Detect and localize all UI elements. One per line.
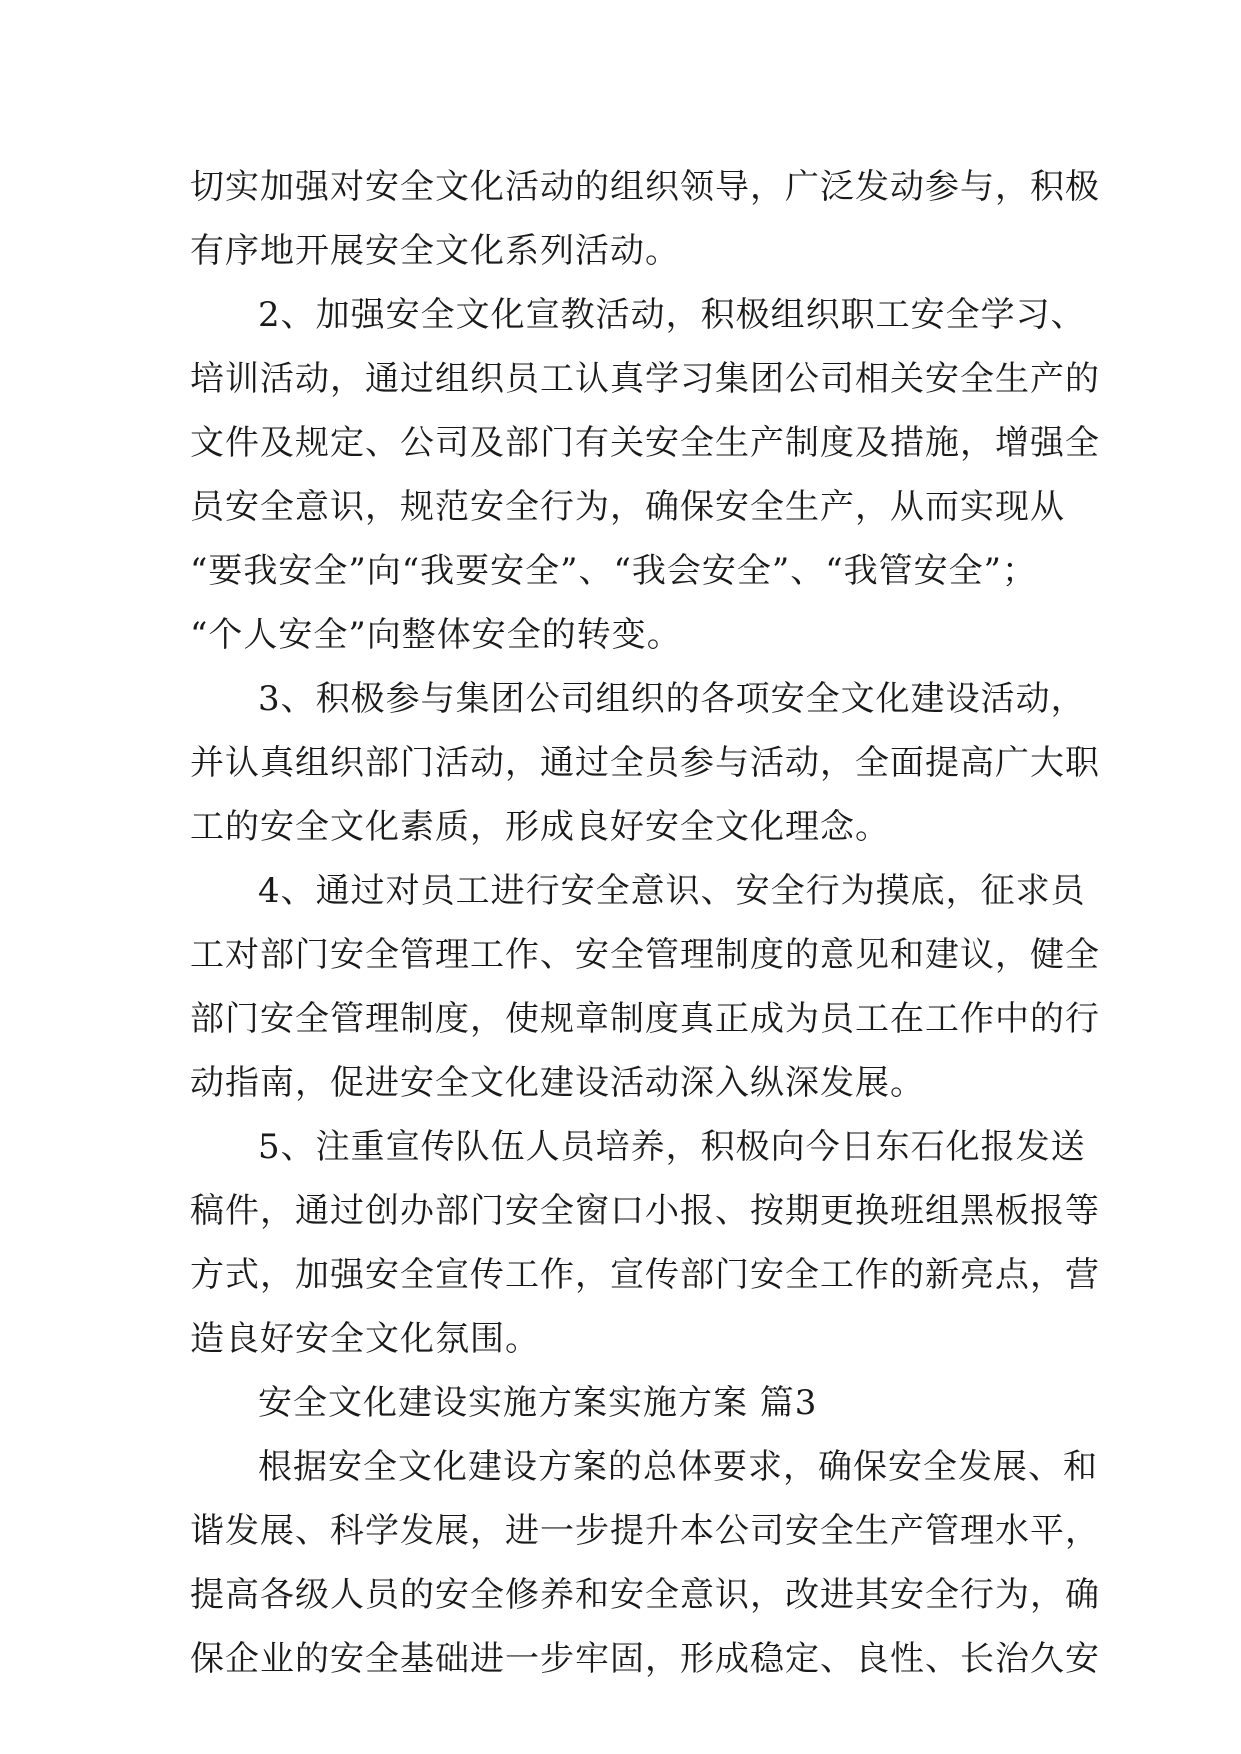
paragraph-final: [190, 1435, 1100, 1691]
text-line: “要我安全”向“我要安全”、“我会安全”、“我管安全”；: [190, 551, 1038, 591]
text-line: 员安全意识，规范安全行为，确保安全生产，从而实现从: [190, 487, 1065, 527]
text-line: 5、注重宣传队伍人员培养，积极向今日东石化报发送: [258, 1127, 1086, 1167]
paragraph-item-5: [190, 1115, 1100, 1371]
text-line: 有序地开展安全文化系列活动。: [190, 231, 680, 271]
text-line: 切实加强对安全文化活动的组织领导，广泛发动参与，积极: [190, 167, 1100, 207]
text-line: 培训活动，通过组织员工认真学习集团公司相关安全生产的: [190, 359, 1100, 399]
text-line: 提高各级人员的安全修养和安全意识，改进其安全行为，确: [190, 1575, 1100, 1615]
paragraph-item-2: [190, 283, 1100, 667]
text-line: 保企业的安全基础进一步牢固，形成稳定、良性、长治久安: [190, 1639, 1100, 1679]
text-line: 3、积极参与集团公司组织的各项安全文化建设活动，: [258, 679, 1086, 719]
document-body: [190, 155, 1100, 1691]
text-line: 部门安全管理制度，使规章制度真正成为员工在工作中的行: [190, 999, 1100, 1039]
text-line: 根据安全文化建设方案的总体要求，确保安全发展、和: [258, 1447, 1098, 1487]
text-line: 稿件，通过创办部门安全窗口小报、按期更换班组黑板报等: [190, 1191, 1100, 1231]
text-line: 4、通过对员工进行安全意识、安全行为摸底，征求员: [258, 871, 1086, 911]
paragraph-item-4: [190, 859, 1100, 1115]
section-heading: 安全文化建设实施方案实施方案 篇3: [258, 1383, 818, 1423]
text-line: 文件及规定、公司及部门有关安全生产制度及措施，增强全: [190, 423, 1100, 463]
paragraph-item-3: [190, 667, 1100, 859]
text-line: 动指南，促进安全文化建设活动深入纵深发展。: [190, 1063, 925, 1103]
paragraph-continuation: [190, 155, 1100, 283]
text-line: 方式，加强安全宣传工作，宣传部门安全工作的新亮点，营: [190, 1255, 1100, 1295]
text-line: 工的安全文化素质，形成良好安全文化理念。: [190, 807, 890, 847]
text-line: 并认真组织部门活动，通过全员参与活动，全面提高广大职: [190, 743, 1100, 783]
text-line: “个人安全”向整体安全的转变。: [190, 615, 682, 655]
text-line: 造良好安全文化氛围。: [190, 1319, 540, 1359]
text-line: 工对部门安全管理工作、安全管理制度的意见和建议，健全: [190, 935, 1100, 975]
text-line: 谐发展、科学发展，进一步提升本公司安全生产管理水平，: [190, 1511, 1100, 1551]
text-line: 2、加强安全文化宣教活动，积极组织职工安全学习、: [258, 295, 1086, 335]
